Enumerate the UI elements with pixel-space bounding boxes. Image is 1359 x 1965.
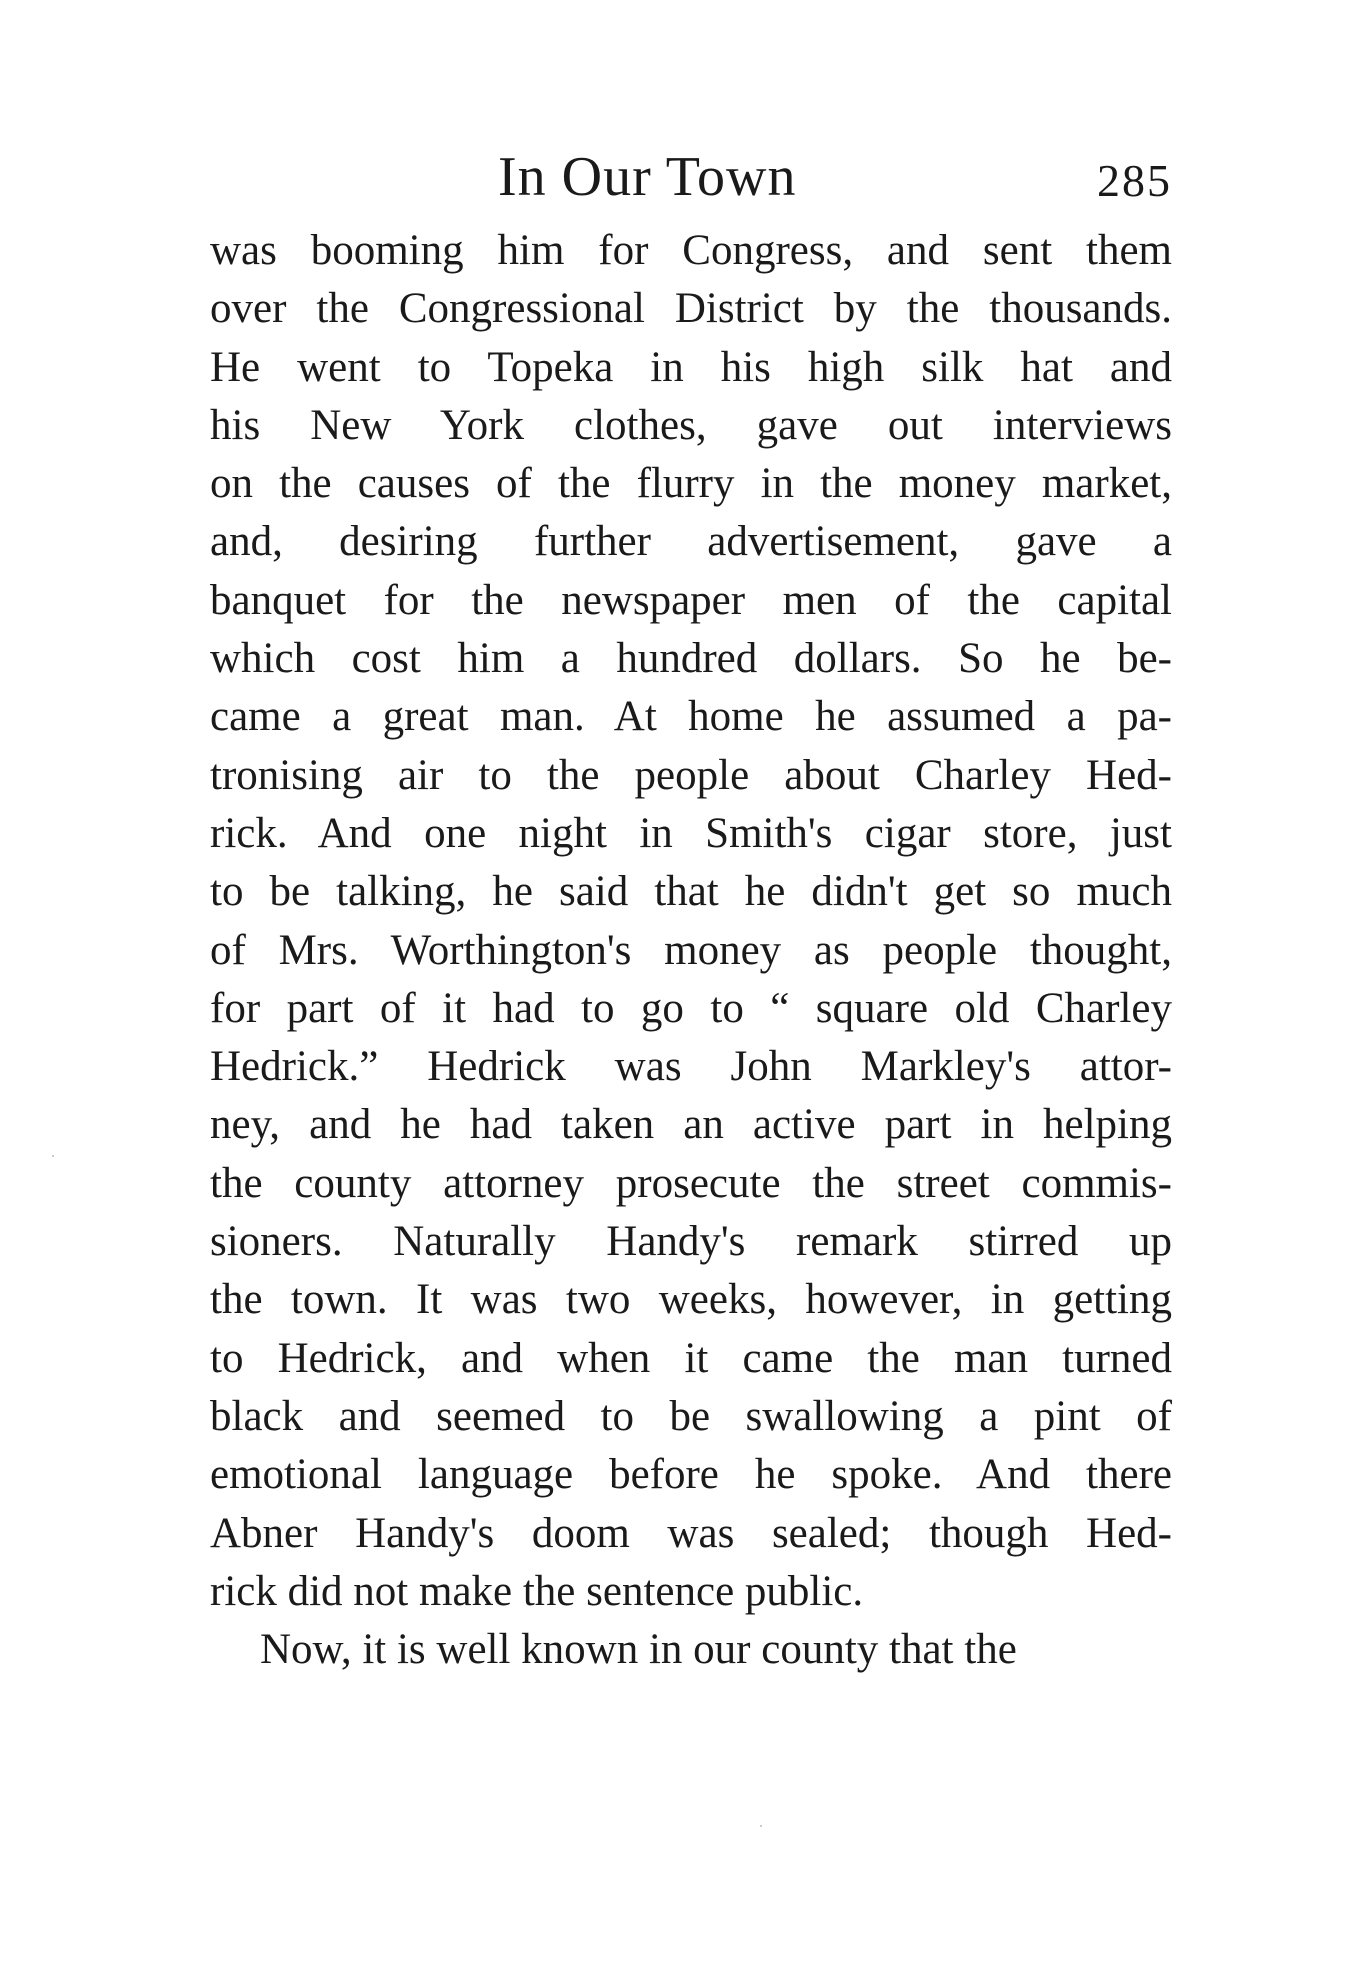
text-line: tronising air to the people about Charley Hed- (210, 751, 1172, 799)
text-line: the county attorney prosecute the street commis- (210, 1159, 1172, 1207)
text-line: on the causes of the flurry in the money market, (210, 460, 1172, 508)
text-line: his New York clothes, gave out interviews (210, 401, 1172, 449)
paragraph-first-line: Now, it is well known in our county that the (260, 1626, 1017, 1674)
page-number: 285 (1097, 155, 1172, 206)
paper-speck (52, 1155, 54, 1157)
text-line: of Mrs. Worthington's money as people thought, (210, 926, 1172, 974)
text-line: black and seemed to be swallowing a pint of (210, 1392, 1172, 1440)
text-line: rick. And one night in Smith's cigar store, just (210, 809, 1172, 857)
text-line: sioners. Naturally Handy's remark stirred up (210, 1218, 1172, 1266)
text-line: the town. It was two weeks, however, in getting (210, 1276, 1172, 1324)
text-line: He went to Topeka in his high silk hat and (210, 343, 1172, 391)
running-title: In Our Town (498, 146, 797, 208)
text-line: to be talking, he said that he didn't get so much (210, 868, 1172, 916)
text-line: emotional language before he spoke. And there (210, 1451, 1172, 1499)
text-line: ney, and he had taken an active part in helping (210, 1101, 1172, 1149)
text-line: banquet for the newspaper men of the capital (210, 576, 1172, 624)
text-line: for part of it had to go to “ square old Charley (210, 984, 1172, 1032)
paper-speck (760, 1825, 762, 1827)
running-head (210, 142, 1172, 212)
text-line: to Hedrick, and when it came the man turned (210, 1334, 1172, 1382)
body-text (210, 222, 1172, 1679)
text-line: came a great man. At home he assumed a pa- (210, 693, 1172, 741)
text-line: Abner Handy's doom was sealed; though Hed- (210, 1509, 1172, 1557)
text-line: was booming him for Congress, and sent them (210, 227, 1172, 274)
text-line: and, desiring further advertisement, gave a (210, 518, 1172, 566)
text-line: rick did not make the sentence public. (210, 1567, 864, 1615)
text-line: Hedrick.” Hedrick was John Markley's attor- (210, 1043, 1172, 1091)
text-line: over the Congressional District by the thousands. (210, 285, 1172, 333)
text-line: which cost him a hundred dollars. So he be- (210, 635, 1172, 683)
